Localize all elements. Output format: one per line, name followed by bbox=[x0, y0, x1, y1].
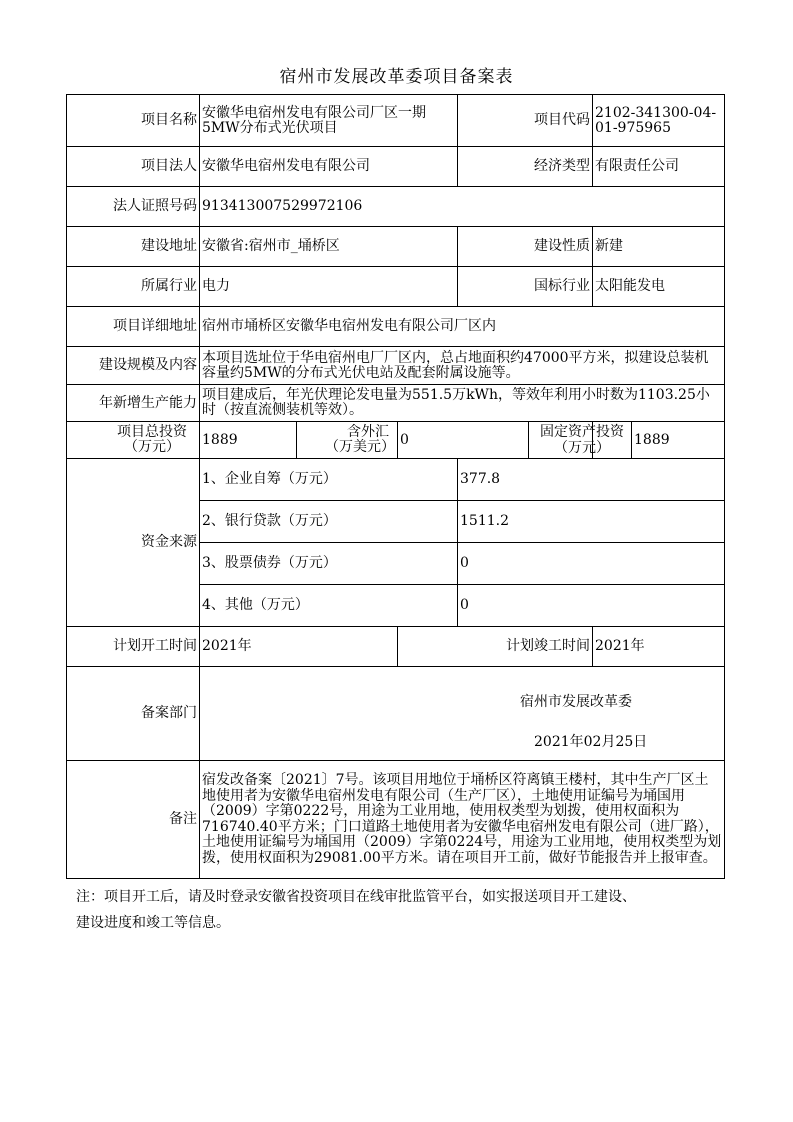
industry-label: 所属行业 bbox=[67, 267, 200, 307]
license-label: 法人证照号码 bbox=[67, 187, 200, 227]
row-remark bbox=[67, 761, 725, 879]
forex-label-line2: （万美元） bbox=[325, 439, 395, 455]
funding-item-value: 0 bbox=[458, 585, 725, 627]
funding-item-value: 377.8 bbox=[458, 459, 725, 501]
total-invest-label-line2: （万元） bbox=[124, 439, 180, 455]
total-invest-label-line1: 项目总投资 bbox=[117, 424, 187, 440]
legal-person-label: 项目法人 bbox=[67, 147, 200, 187]
finish-value: 2021年 bbox=[593, 627, 725, 667]
footnote-line2: 建设进度和竣工等信息。 bbox=[76, 915, 230, 931]
total-invest-label bbox=[67, 422, 200, 459]
nature-label: 建设性质 bbox=[458, 227, 593, 267]
forex-label-line1: 含外汇 bbox=[347, 424, 389, 440]
industry-value: 电力 bbox=[200, 267, 458, 307]
page-title: 宿州市发展改革委项目备案表 bbox=[279, 67, 514, 87]
record-form-table bbox=[66, 94, 725, 879]
row-investment bbox=[67, 422, 725, 459]
funding-item-value: 0 bbox=[458, 543, 725, 585]
national-industry-label: 国标行业 bbox=[458, 267, 593, 307]
fixed-invest-label-block bbox=[533, 422, 632, 458]
detail-address-label: 项目详细地址 bbox=[67, 307, 200, 347]
economy-type-label: 经济类型 bbox=[458, 147, 593, 187]
legal-person-value: 安徽华电宿州发电有限公司 bbox=[200, 147, 458, 187]
remark-value: 宿发改备案〔2021〕7号。该项目用地位于埇桥区符离镇王楼村，其中生产厂区土地使用者为安徽华电宿州发电有限公司（生产厂区），土地使用证编号为埇国用（2009）字第0222号，用途为工业用地，使用权类型为划拨，使用权面积为716740.40平方米；门口道路土地使用者为安徽华电宿州发电有限公司（进厂路），土地使用证编号为埇国用（2009）字第0224号，用途为工业用地，使用权类型为划拨，使用权面积为29081.00平方米。请在项目开工前，做好节能报告并上报审查。 bbox=[200, 761, 725, 879]
finish-label: 计划竣工时间 bbox=[398, 627, 593, 667]
project-code-label: 项目代码 bbox=[458, 95, 593, 147]
total-invest-value: 1889 bbox=[200, 422, 297, 459]
project-name-value: 安徽华电宿州发电有限公司厂区一期5MW分布式光伏项目 bbox=[200, 95, 458, 147]
funding-item-name: 4、其他（万元） bbox=[200, 585, 458, 627]
scale-value: 本项目选址位于华电宿州电厂厂区内，总占地面积约47000平方米，拟建设总装机容量约5MW的分布式光伏电站及配套附属设施等。 bbox=[200, 347, 725, 385]
scale-label: 建设规模及内容 bbox=[67, 347, 200, 385]
funding-item-name: 1、企业自筹（万元） bbox=[200, 459, 458, 501]
funding-item-name: 2、银行贷款（万元） bbox=[200, 501, 458, 543]
dept-date: 2021年02月25日 bbox=[534, 734, 648, 750]
row-scale bbox=[67, 347, 725, 385]
row-capacity bbox=[67, 385, 725, 422]
start-value: 2021年 bbox=[200, 627, 398, 667]
funding-label: 资金来源 bbox=[67, 459, 200, 627]
row-site bbox=[67, 227, 725, 267]
capacity-label: 年新增生产能力 bbox=[67, 385, 200, 422]
footnote bbox=[76, 884, 740, 936]
fixed-invest-cell bbox=[540, 422, 725, 459]
economy-type-value: 有限责任公司 bbox=[593, 147, 725, 187]
row-schedule bbox=[67, 627, 725, 667]
site-value: 安徽省:宿州市_埇桥区 bbox=[200, 227, 458, 267]
forex-value: 0 bbox=[398, 422, 529, 459]
start-label: 计划开工时间 bbox=[67, 627, 200, 667]
national-industry-value: 太阳能发电 bbox=[593, 267, 725, 307]
capacity-value: 项目建成后，年光伏理论发电量为551.5万kWh，等效年利用小时数为1103.25小时（按直流侧装机等效）。 bbox=[200, 385, 725, 422]
project-name-label: 项目名称 bbox=[67, 95, 200, 147]
row-license bbox=[67, 187, 725, 227]
row-legal-person bbox=[67, 147, 725, 187]
dept-cell bbox=[200, 667, 725, 761]
row-funding-1 bbox=[67, 459, 725, 501]
row-department bbox=[67, 667, 725, 761]
detail-address-value: 宿州市埇桥区安徽华电宿州发电有限公司厂区内 bbox=[200, 307, 725, 347]
fixed-invest-label-line2: （万元） bbox=[554, 440, 610, 456]
funding-item-value: 1511.2 bbox=[458, 501, 725, 543]
site-label: 建设地址 bbox=[67, 227, 200, 267]
row-industry bbox=[67, 267, 725, 307]
dept-label: 备案部门 bbox=[67, 667, 200, 761]
license-value: 913413007529972106 bbox=[200, 187, 725, 227]
nature-value: 新建 bbox=[593, 227, 725, 267]
dept-name: 宿州市发展改革委 bbox=[520, 694, 632, 710]
project-code-value: 2102-341300-04-01-975965 bbox=[593, 95, 725, 147]
row-project-name bbox=[67, 95, 725, 147]
fixed-invest-value: 1889 bbox=[634, 431, 670, 448]
forex-label bbox=[297, 422, 398, 459]
fixed-invest-label-line1: 固定资产投资 bbox=[540, 424, 624, 440]
remark-label: 备注 bbox=[67, 761, 200, 879]
row-detail-address bbox=[67, 307, 725, 347]
footnote-line1: 注：项目开工后，请及时登录安徽省投资项目在线审批监管平台，如实报送项目开工建设、 bbox=[76, 889, 636, 905]
funding-item-name: 3、股票债券（万元） bbox=[200, 543, 458, 585]
